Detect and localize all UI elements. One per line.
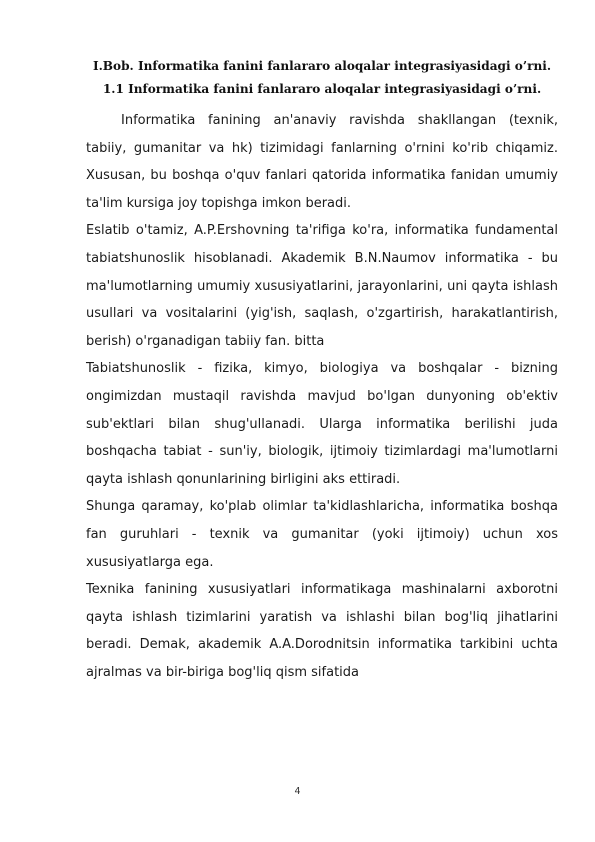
paragraph: Shunga qaramay, ko'plab olimlar ta'kidlashlaricha, informatika boshqa fan guruhlari - texnik va gumanitar (yoki ijtimoiy) uchun xos xususiyatlarga ega. [86, 499, 558, 570]
paragraph: Informatika fanining an'anaviy ravishda shakllangan (texnik, tabiiy, gumanitar va hk) tizimidagi fanlarning o'rnini ko'rib chiqamiz. Xususan, bu boshqa o'quv fanlari qatorida informatika fanidan umumiy ta'lim kursiga joy topishga imkon beradi. [86, 113, 558, 211]
chapter-title: I.Bob. Informatika fanini fanlararo aloqalar integrasiyasidagi o’rni. [92, 59, 552, 73]
body-text [86, 107, 558, 686]
paragraph: Tabiatshunoslik - fizika, kimyo, biologiya va boshqalar - bizning ongimizdan mustaqil ravishda mavjud bo'lgan dunyoning ob'ektiv sub'ektlari bilan shug'ullanadi. Ularga informatika berilishi juda boshqacha tabiat - sun'iy, biologik, ijtimoiy tizimlardagi ma'lumotlarni qayta ishlash qonunlarining birligini aks ettiradi. [86, 361, 558, 487]
heading-block [86, 56, 558, 99]
paragraph: Texnika fanining xususiyatlari informatikaga mashinalarni axborotni qayta ishlash tizimlarini yaratish va ishlashi bilan bog'liq jihatlarini beradi. Demak, akademik A.A.Dorodnitsin informatika tarkibini uchta ajralmas va bir-biriga bog'liq qism sifatida [86, 582, 558, 680]
page-number: 4 [294, 786, 301, 797]
paragraph: Eslatib o'tamiz, A.P.Ershovning ta'rifiga ko'ra, informatika fundamental tabiatshunoslik hisoblanadi. Akademik B.N.Naumov informatika - bu ma'lumotlarning umumiy xususiyatlarini, jarayonlarini, uni qayta ishlash usullari va vositalarini (yig'ish, saqlash, o'zgartirish, harakatlantirish, berish) o'rganadigan tabiiy fan. bitta [86, 223, 558, 349]
section-title: 1.1 Informatika fanini fanlararo aloqalar integrasiyasidagi o’rni. [102, 82, 542, 96]
